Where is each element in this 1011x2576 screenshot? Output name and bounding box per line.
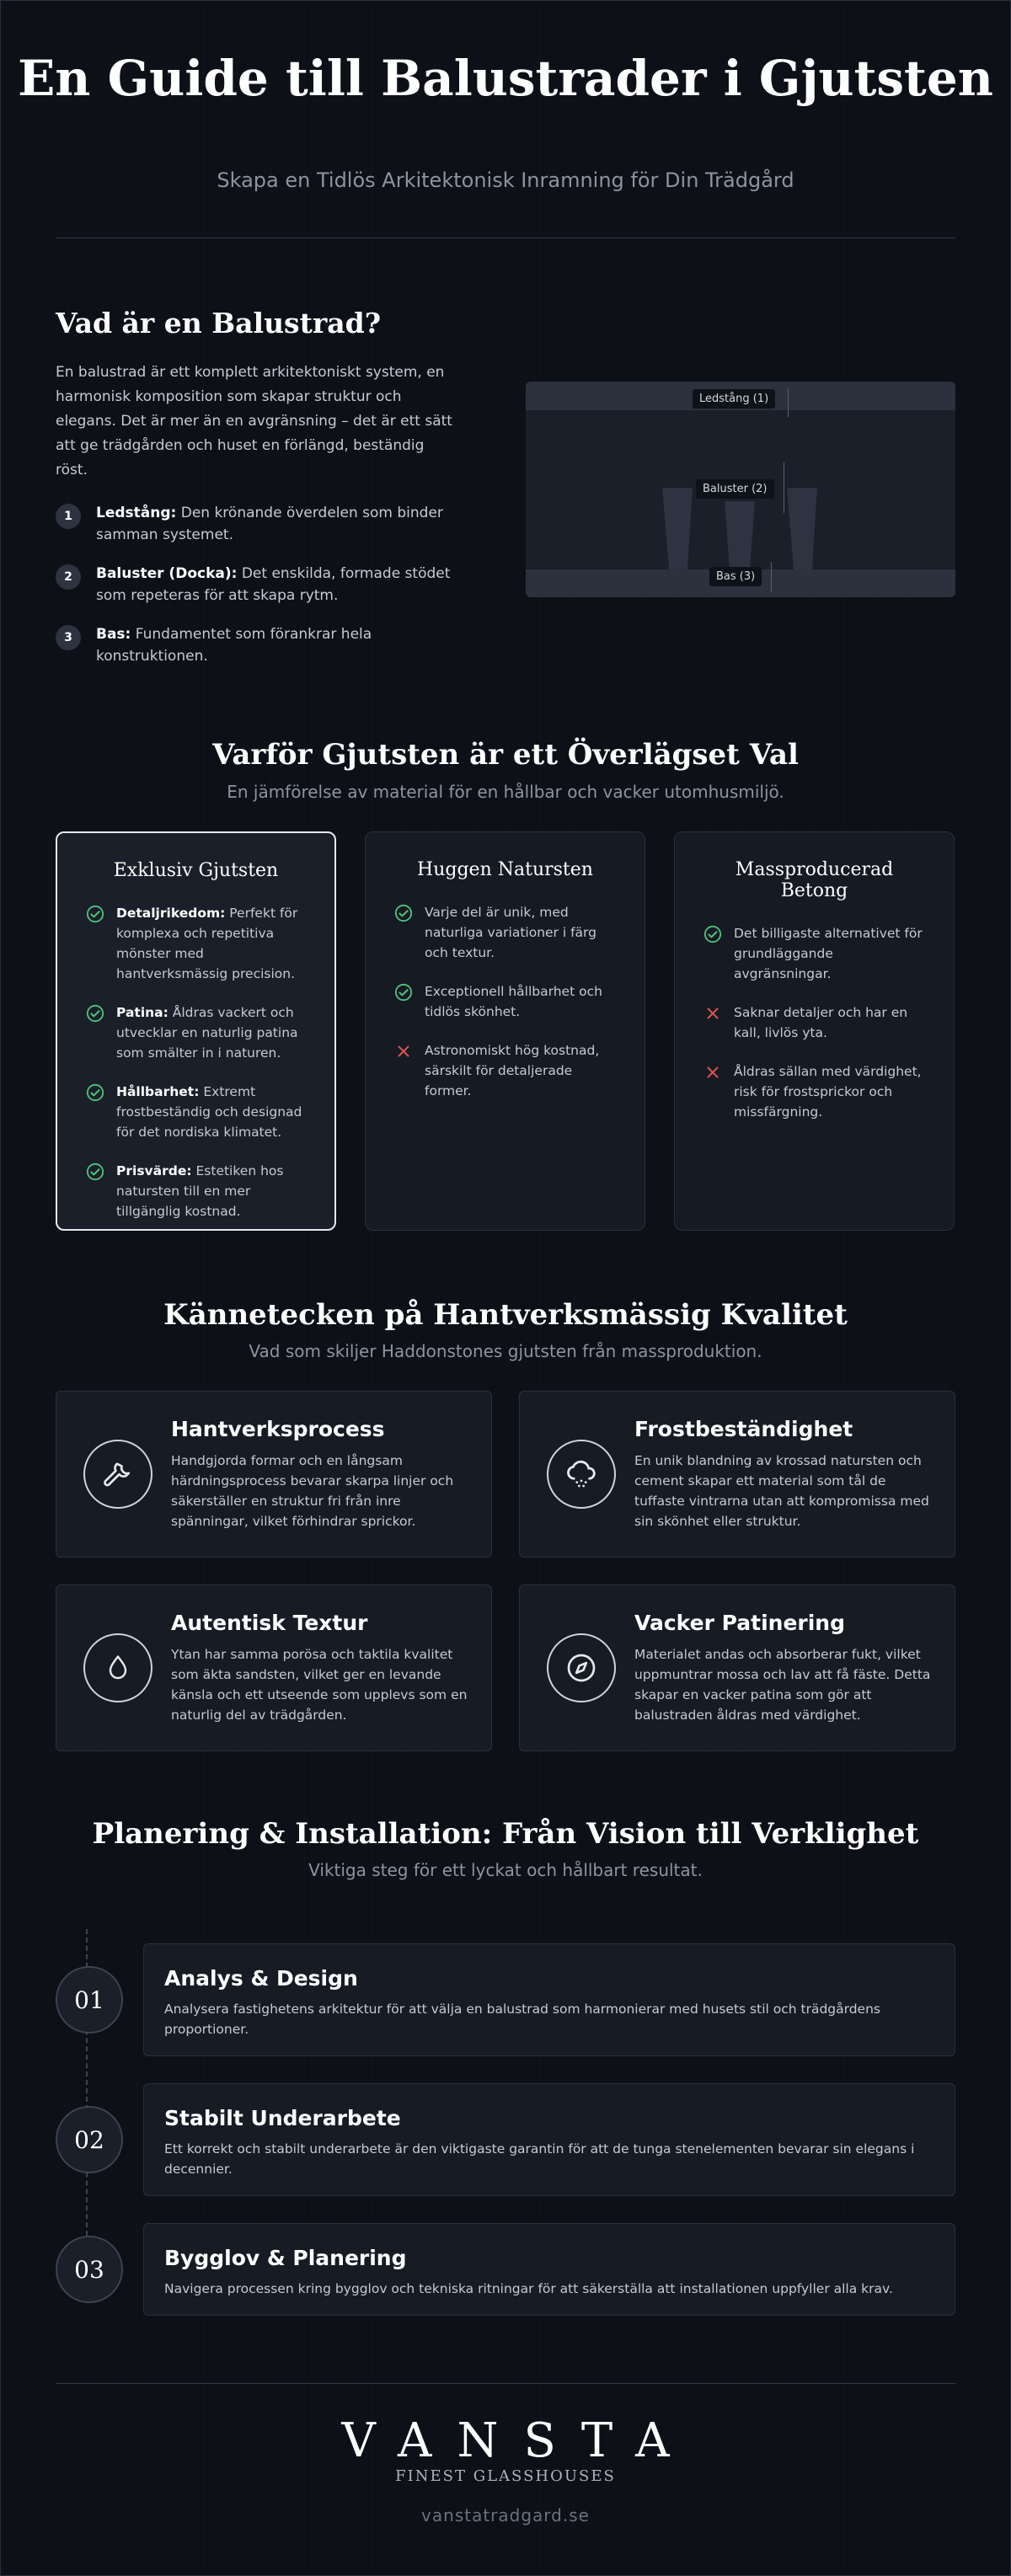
step-number: 02 xyxy=(56,2106,123,2173)
check-icon xyxy=(86,905,104,923)
item-text: Estetiken hos natursten till en mer tillgänglig kostnad. xyxy=(116,1163,284,1219)
what-is-intro: En balustrad är ett komplett arkitektoniskt system, en harmonisk komposition som skapar struktur och elegans. Det är mer än en avgränsning – det är ett sätt att ge trädgården och huset en förlängd, beständig röst. xyxy=(56,364,452,478)
card-title: Massproducerad Betong xyxy=(735,859,894,901)
item-text: Saknar detaljer och har en kall, livlös yta. xyxy=(734,1005,908,1040)
feature-title: Autentisk Textur xyxy=(171,1611,368,1635)
step-number: 03 xyxy=(56,2236,123,2303)
list-item xyxy=(703,1061,925,1122)
feature-icon-circle xyxy=(547,1633,616,1702)
anatomy-list xyxy=(56,502,452,684)
page-title: En Guide till Balustrader i Gjutsten xyxy=(18,50,993,107)
item-text: Extremt frostbeständig och designad för det nordiska klimatet. xyxy=(116,1084,302,1140)
list-item xyxy=(394,1040,616,1101)
check-icon xyxy=(86,1162,104,1181)
cross-icon xyxy=(394,1042,413,1061)
balustrade-diagram xyxy=(526,382,955,597)
item-text: Fundamentet som förankrar hela konstruktionen. xyxy=(96,626,372,665)
item-term: Ledstång: xyxy=(96,505,177,521)
item-term: Prisvärde: xyxy=(116,1163,192,1178)
item-term: Hållbarhet: xyxy=(116,1084,200,1099)
feature-text: Ytan har samma porösa och taktila kvalitet som äkta sandsten, vilket ger en levande känsla och ett utseende som upplevs som en naturlig del av trädgården. xyxy=(171,1647,468,1723)
step-title: Analys & Design xyxy=(164,1966,358,1991)
item-term: Baluster (Docka): xyxy=(96,565,238,582)
feature-title: Frostbeständighet xyxy=(634,1417,853,1441)
why-subtitle: En jämförelse av material för en hållbar och vacker utomhusmiljö. xyxy=(227,782,784,802)
list-item xyxy=(394,981,616,1022)
why-title: Varför Gjutsten är ett Överlägset Val xyxy=(212,738,799,772)
item-term: Detaljrikedom: xyxy=(116,906,226,921)
check-icon xyxy=(394,904,413,922)
label-base: Bas (3) xyxy=(709,567,762,586)
what-is-title: Vad är en Balustrad? xyxy=(56,307,382,339)
planning-title: Planering & Installation: Från Vision till Verklighet xyxy=(92,1817,919,1851)
item-term: Bas: xyxy=(96,626,131,643)
item-text: Den krönande överdelen som binder samman systemet. xyxy=(96,505,443,543)
quality-title: Kännetecken på Hantverksmässig Kvalitet xyxy=(163,1298,848,1332)
feature-icon-circle xyxy=(547,1440,616,1509)
list-item xyxy=(86,1082,306,1142)
list-item xyxy=(703,923,925,984)
card-concrete xyxy=(674,831,955,1231)
item-text: Varje del är unik, med naturliga variationer i färg och textur. xyxy=(425,905,596,960)
list-item xyxy=(703,1002,925,1043)
list-item xyxy=(86,1002,306,1063)
item-text: Åldras sällan med värdighet, risk för frostsprickor och missfärgning. xyxy=(734,1064,922,1120)
list-item xyxy=(56,502,452,546)
feature-text: Handgjorda formar och en långsam härdningsprocess bevarar skarpa linjer och säkerställer en struktur fri från inre spänningar, vilket förhindrar sprickor. xyxy=(171,1453,454,1529)
list-item xyxy=(394,902,616,963)
droplet-icon xyxy=(103,1653,133,1683)
card-title: Exklusiv Gjutsten xyxy=(113,860,279,881)
brand-tagline: FINEST GLASSHOUSES xyxy=(395,2467,616,2485)
item-text: Exceptionell hållbarhet och tidlös skönhet. xyxy=(425,984,602,1019)
check-icon xyxy=(703,925,722,943)
feature-card xyxy=(519,1585,955,1751)
step-title: Stabilt Underarbete xyxy=(164,2106,401,2130)
step-card xyxy=(143,2083,955,2196)
website-link[interactable]: vanstatradgard.se xyxy=(421,2505,590,2525)
step-number: 01 xyxy=(56,1966,123,2034)
step-text: Ett korrekt och stabilt underarbete är den viktigaste garantin för att de tunga stenelementen bevarar sin elegans i decennier. xyxy=(164,2141,915,2177)
list-item xyxy=(86,1161,306,1221)
compass-icon xyxy=(564,1651,598,1685)
snow-cloud-icon xyxy=(564,1456,599,1492)
feature-icon-circle xyxy=(83,1633,152,1702)
feature-card xyxy=(56,1391,492,1558)
footer-divider xyxy=(56,2383,955,2384)
feature-text: En unik blandning av krossad natursten och cement skapar ett material som tål de tuffaste vintrarna utan att kompromissa med sin skönhet eller struktur. xyxy=(634,1453,929,1529)
page-subtitle: Skapa en Tidlös Arkitektonisk Inramning för Din Trädgård xyxy=(217,168,794,192)
wrench-icon xyxy=(101,1457,135,1491)
step-text: Analysera fastighetens arkitektur för att välja en balustrad som harmonierar med husets stil och trädgårdens proportioner. xyxy=(164,2001,880,2037)
number-badge: 3 xyxy=(56,625,81,650)
feature-title: Vacker Patinering xyxy=(634,1611,845,1635)
feature-card xyxy=(56,1585,492,1751)
card-cast-stone xyxy=(56,831,336,1231)
item-text: Åldras vackert och utvecklar en naturlig patina som smälter in i naturen. xyxy=(116,1005,298,1061)
baluster-shape xyxy=(725,501,755,569)
item-text: Astronomiskt hög kostnad, särskilt för detaljerade former. xyxy=(425,1043,600,1098)
feature-card xyxy=(519,1391,955,1558)
item-text: Perfekt för komplexa och repetitiva mönster med hantverksmässig precision. xyxy=(116,906,298,981)
baluster-shape xyxy=(662,488,693,569)
brand-logo: VANSTA xyxy=(341,2413,695,2468)
pointer-line xyxy=(788,388,789,417)
number-badge: 2 xyxy=(56,564,81,590)
planning-subtitle: Viktiga steg för ett lyckat och hållbart resultat. xyxy=(308,1860,703,1880)
feature-icon-circle xyxy=(83,1440,152,1509)
pointer-line xyxy=(771,562,772,592)
item-text: Det billigaste alternativet för grundläggande avgränsningar. xyxy=(734,926,923,981)
list-item xyxy=(56,623,452,667)
feature-text: Materialet andas och absorberar fukt, vilket uppmuntrar mossa och lav att få fäste. Detta skapar en vacker patina som gör att balustraden åldras med värdighet. xyxy=(634,1647,931,1723)
quality-subtitle: Vad som skiljer Haddonstones gjutsten från massproduktion. xyxy=(249,1341,762,1361)
baluster-shape xyxy=(787,488,817,569)
feature-title: Hantverksprocess xyxy=(171,1417,385,1441)
card-natural-stone xyxy=(365,831,645,1231)
label-rail: Ledstång (1) xyxy=(693,389,775,409)
list-item xyxy=(86,903,306,984)
check-icon xyxy=(86,1004,104,1023)
item-text: Det enskilda, formade stödet som repeteras för att skapa rytm. xyxy=(96,565,451,604)
check-icon xyxy=(394,983,413,1002)
step-title: Bygglov & Planering xyxy=(164,2246,407,2270)
cross-icon xyxy=(703,1004,722,1023)
step-card xyxy=(143,2223,955,2316)
label-baluster: Baluster (2) xyxy=(696,479,774,499)
list-item xyxy=(56,563,452,607)
item-term: Patina: xyxy=(116,1005,168,1020)
step-card xyxy=(143,1943,955,2056)
card-title: Huggen Natursten xyxy=(417,859,593,880)
step-text: Navigera processen kring bygglov och tekniska ritningar för att säkerställa att installationen uppfyller alla krav. xyxy=(164,2281,893,2296)
number-badge: 1 xyxy=(56,504,81,529)
check-icon xyxy=(86,1083,104,1102)
cross-icon xyxy=(703,1063,722,1082)
